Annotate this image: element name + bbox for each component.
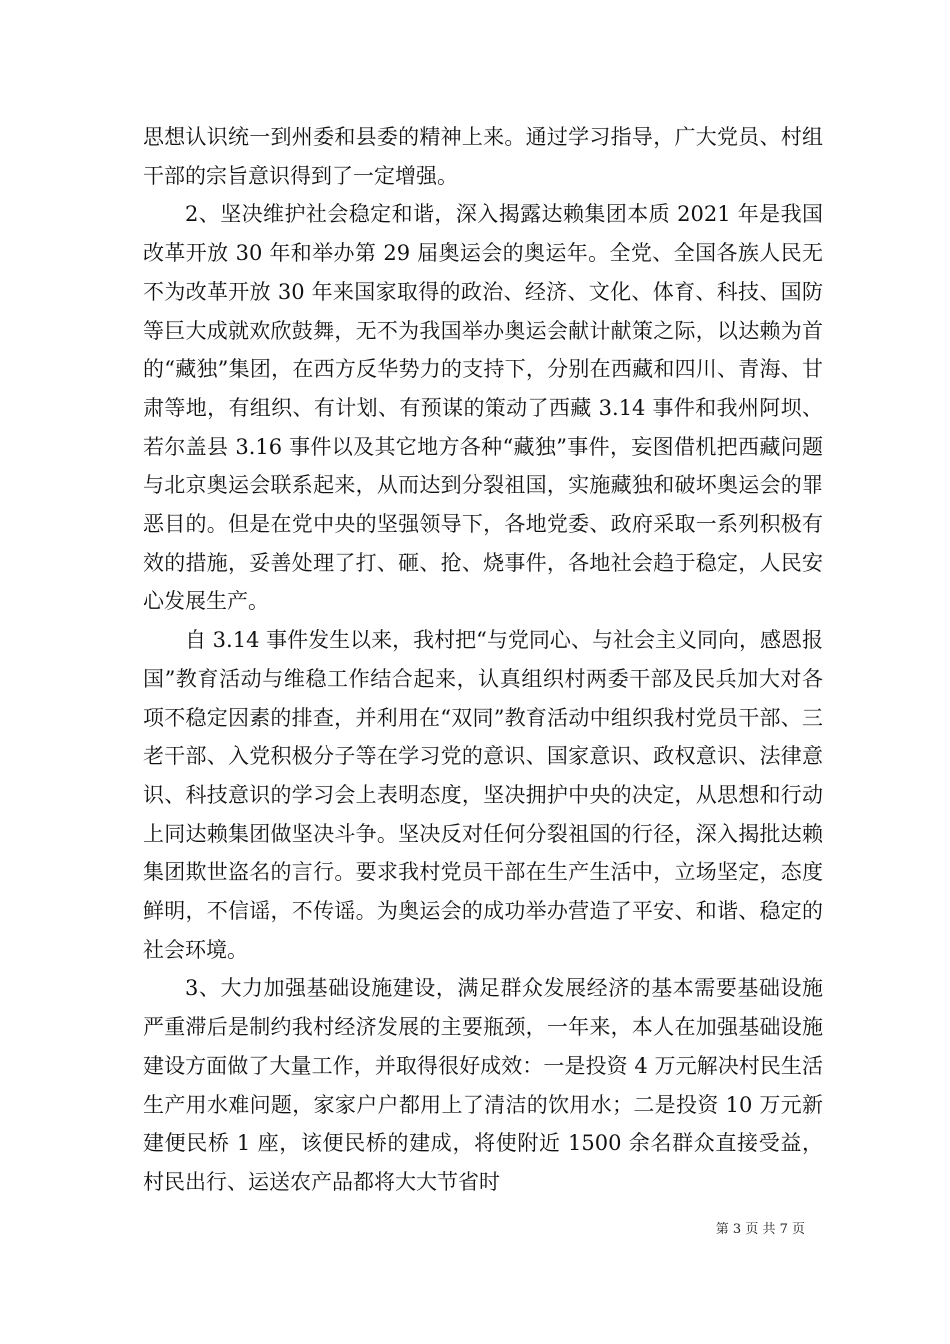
paragraph-continuation: 思想认识统一到州委和县委的精神上来。通过学习指导，广大党员、村组干部的宗旨意识得到了一定增强。	[143, 125, 823, 188]
paragraph-infrastructure: 3、大力加强基础设施建设，满足群众发展经济的基本需要基础设施严重滞后是制约我村经济发展的主要瓶颈，一年来，本人在加强基础设施建设方面做了大量工作，并取得很好成效：一是投资 4 万元解决村民生活生产用水难问题，家家户户都用上了清洁的饮用水；二是投资 10 万元新建便民桥 1 座，该便民桥的建成，将使附近 1500 余名群众直接受益，村民出行、运送农产品都将大大节省时	[143, 976, 823, 1194]
paragraph-village-actions: 自 3.14 事件发生以来，我村把“与党同心、与社会主义同向，感恩报国”教育活动与维稳工作结合起来，认真组织村两委干部及民兵加大对各项不稳定因素的排查，并利用在“双同”教育活动中组织我村党员干部、三老干部、入党积极分子等在学习党的意识、国家意识、政权意识、法律意识、科技意识的学习会上表明态度，坚决拥护中央的决定，从思想和行动上同达赖集团做坚决斗争。坚决反对任何分裂祖国的行径，深入揭批达赖集团欺世盗名的言行。要求我村党员干部在生产生活中，立场坚定，态度鲜明，不信谣，不传谣。为奥运会的成功举办营造了平安、和谐、稳定的社会环境。	[143, 628, 823, 962]
page-footer	[0, 1218, 950, 1237]
paragraph-social-stability: 2、坚决维护社会稳定和谐，深入揭露达赖集团本质 2021 年是我国改革开放 30 年和举办第 29 届奥运会的奥运年。全党、全国各族人民无不为改革开放 30 年来国家取得的政治、经济、文化、体育、科技、国防等巨大成就欢欣鼓舞，无不为我国举办奥运会献计献策之际，以达赖为首的“藏独”集团，在西方反华势力的支持下，分别在西藏和四川、青海、甘肃等地，有组织、有计划、有预谋的策动了西藏 3.14 事件和我州阿坝、若尔盖县 3.16 事件以及其它地方各种“藏独”事件，妄图借机把西藏问题与北京奥运会联系起来，从而达到分裂祖国，实施藏独和破坏奥运会的罪恶目的。但是在党中央的坚强领导下，各地党委、政府采取一系列积极有效的措施，妥善处理了打、砸、抢、烧事件，各地社会趋于稳定，人民安心发展生产。	[143, 202, 823, 614]
document-body	[143, 118, 823, 1202]
page-number: 第 3 页 共 7 页	[715, 1222, 805, 1237]
